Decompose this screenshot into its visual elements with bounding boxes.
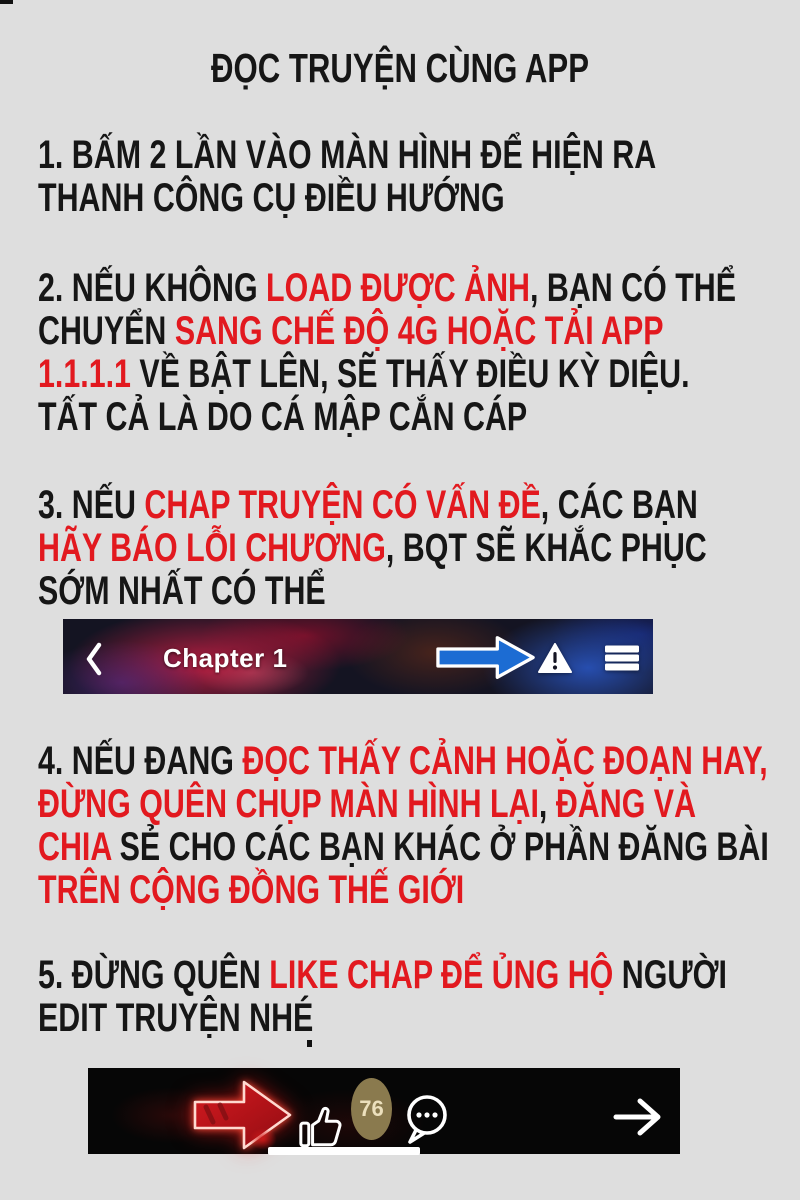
instruction-5 xyxy=(38,954,800,1040)
like-count-badge xyxy=(351,1078,392,1140)
instruction-text-highlight: 1.1.1.1 xyxy=(38,352,131,396)
instruction-text: 5. ĐỪNG QUÊN xyxy=(38,953,270,997)
instruction-text: CHUYỂN xyxy=(38,309,175,353)
instruction-text: THANH CÔNG CỤ ĐIỀU HƯỚNG xyxy=(38,176,505,220)
instruction-text-highlight: LOAD ĐƯỢC ẢNH xyxy=(266,266,530,310)
reader-toolbar-screenshot xyxy=(88,1068,680,1154)
instruction-text: , xyxy=(538,782,556,826)
instruction-text: VỀ BẬT LÊN, SẼ THẤY ĐIỀU KỲ DIỆU. xyxy=(130,352,690,396)
chapter-nav-screenshot xyxy=(63,619,653,694)
next-chapter-arrow-icon[interactable] xyxy=(612,1093,662,1141)
instruction-text-highlight: CHAP TRUYỆN CÓ VẤN ĐỀ xyxy=(144,483,541,527)
instruction-text-highlight: ĐỪNG QUÊN CHỤP MÀN HÌNH LẠI xyxy=(38,782,539,826)
instruction-text: 4. NẾU ĐANG xyxy=(38,739,243,783)
instruction-text-highlight: ĐĂNG VÀ xyxy=(555,782,697,826)
annotation-arrow-icon xyxy=(432,633,540,682)
instruction-text: TẤT CẢ LÀ DO CÁ MẬP CẮN CÁP xyxy=(38,395,528,439)
corner-artifact xyxy=(0,0,13,4)
like-thumbs-up-icon[interactable] xyxy=(298,1102,345,1150)
instruction-text: 2. NẾU KHÔNG xyxy=(38,266,267,310)
progress-strip[interactable] xyxy=(268,1147,420,1155)
page-title: ĐỌC TRUYỆN CÙNG APP xyxy=(210,45,589,91)
stray-artifact xyxy=(307,1040,312,1047)
instruction-1 xyxy=(38,134,800,220)
report-error-warning-icon[interactable] xyxy=(538,643,572,673)
instruction-text-highlight: TRÊN CỘNG ĐỒNG THẾ GIỚI xyxy=(38,868,465,912)
instruction-text: , BQT SẼ KHẮC PHỤC xyxy=(385,526,707,570)
instruction-text: , BẠN CÓ THỂ xyxy=(529,266,737,310)
instruction-2 xyxy=(38,267,800,439)
instruction-text-highlight: HÃY BÁO LỖI CHƯƠNG xyxy=(38,526,386,570)
instruction-text: , CÁC BẠN xyxy=(540,483,698,527)
instruction-text: SỚM NHẤT CÓ THỂ xyxy=(38,569,326,613)
instruction-text-highlight: ĐỌC THẤY CẢNH HOẶC ĐOẠN HAY, xyxy=(242,739,768,783)
like-count: 76 xyxy=(359,1096,384,1121)
back-chevron-icon[interactable] xyxy=(85,642,103,676)
chapter-title: Chapter 1 xyxy=(163,643,288,673)
instruction-text: EDIT TRUYỆN NHÉ xyxy=(38,996,314,1040)
comments-icon[interactable] xyxy=(402,1092,452,1146)
instruction-4 xyxy=(38,740,800,912)
chapter-list-icon[interactable] xyxy=(605,645,639,671)
instruction-text-highlight: LIKE CHAP ĐỂ ỦNG HỘ xyxy=(269,953,614,997)
instruction-text: 3. NẾU xyxy=(38,483,145,527)
instruction-text-highlight: SANG CHẾ ĐỘ 4G HOẶC TẢI APP xyxy=(174,309,664,353)
instruction-text-highlight: CHIA xyxy=(38,825,112,869)
instruction-3 xyxy=(38,484,800,613)
instruction-text: 1. BẤM 2 LẦN VÀO MÀN HÌNH ĐỂ HIỆN RA xyxy=(38,133,657,177)
instruction-text: SẺ CHO CÁC BẠN KHÁC Ở PHẦN ĐĂNG BÀI xyxy=(111,825,769,869)
instruction-text: NGƯỜI xyxy=(613,953,727,997)
